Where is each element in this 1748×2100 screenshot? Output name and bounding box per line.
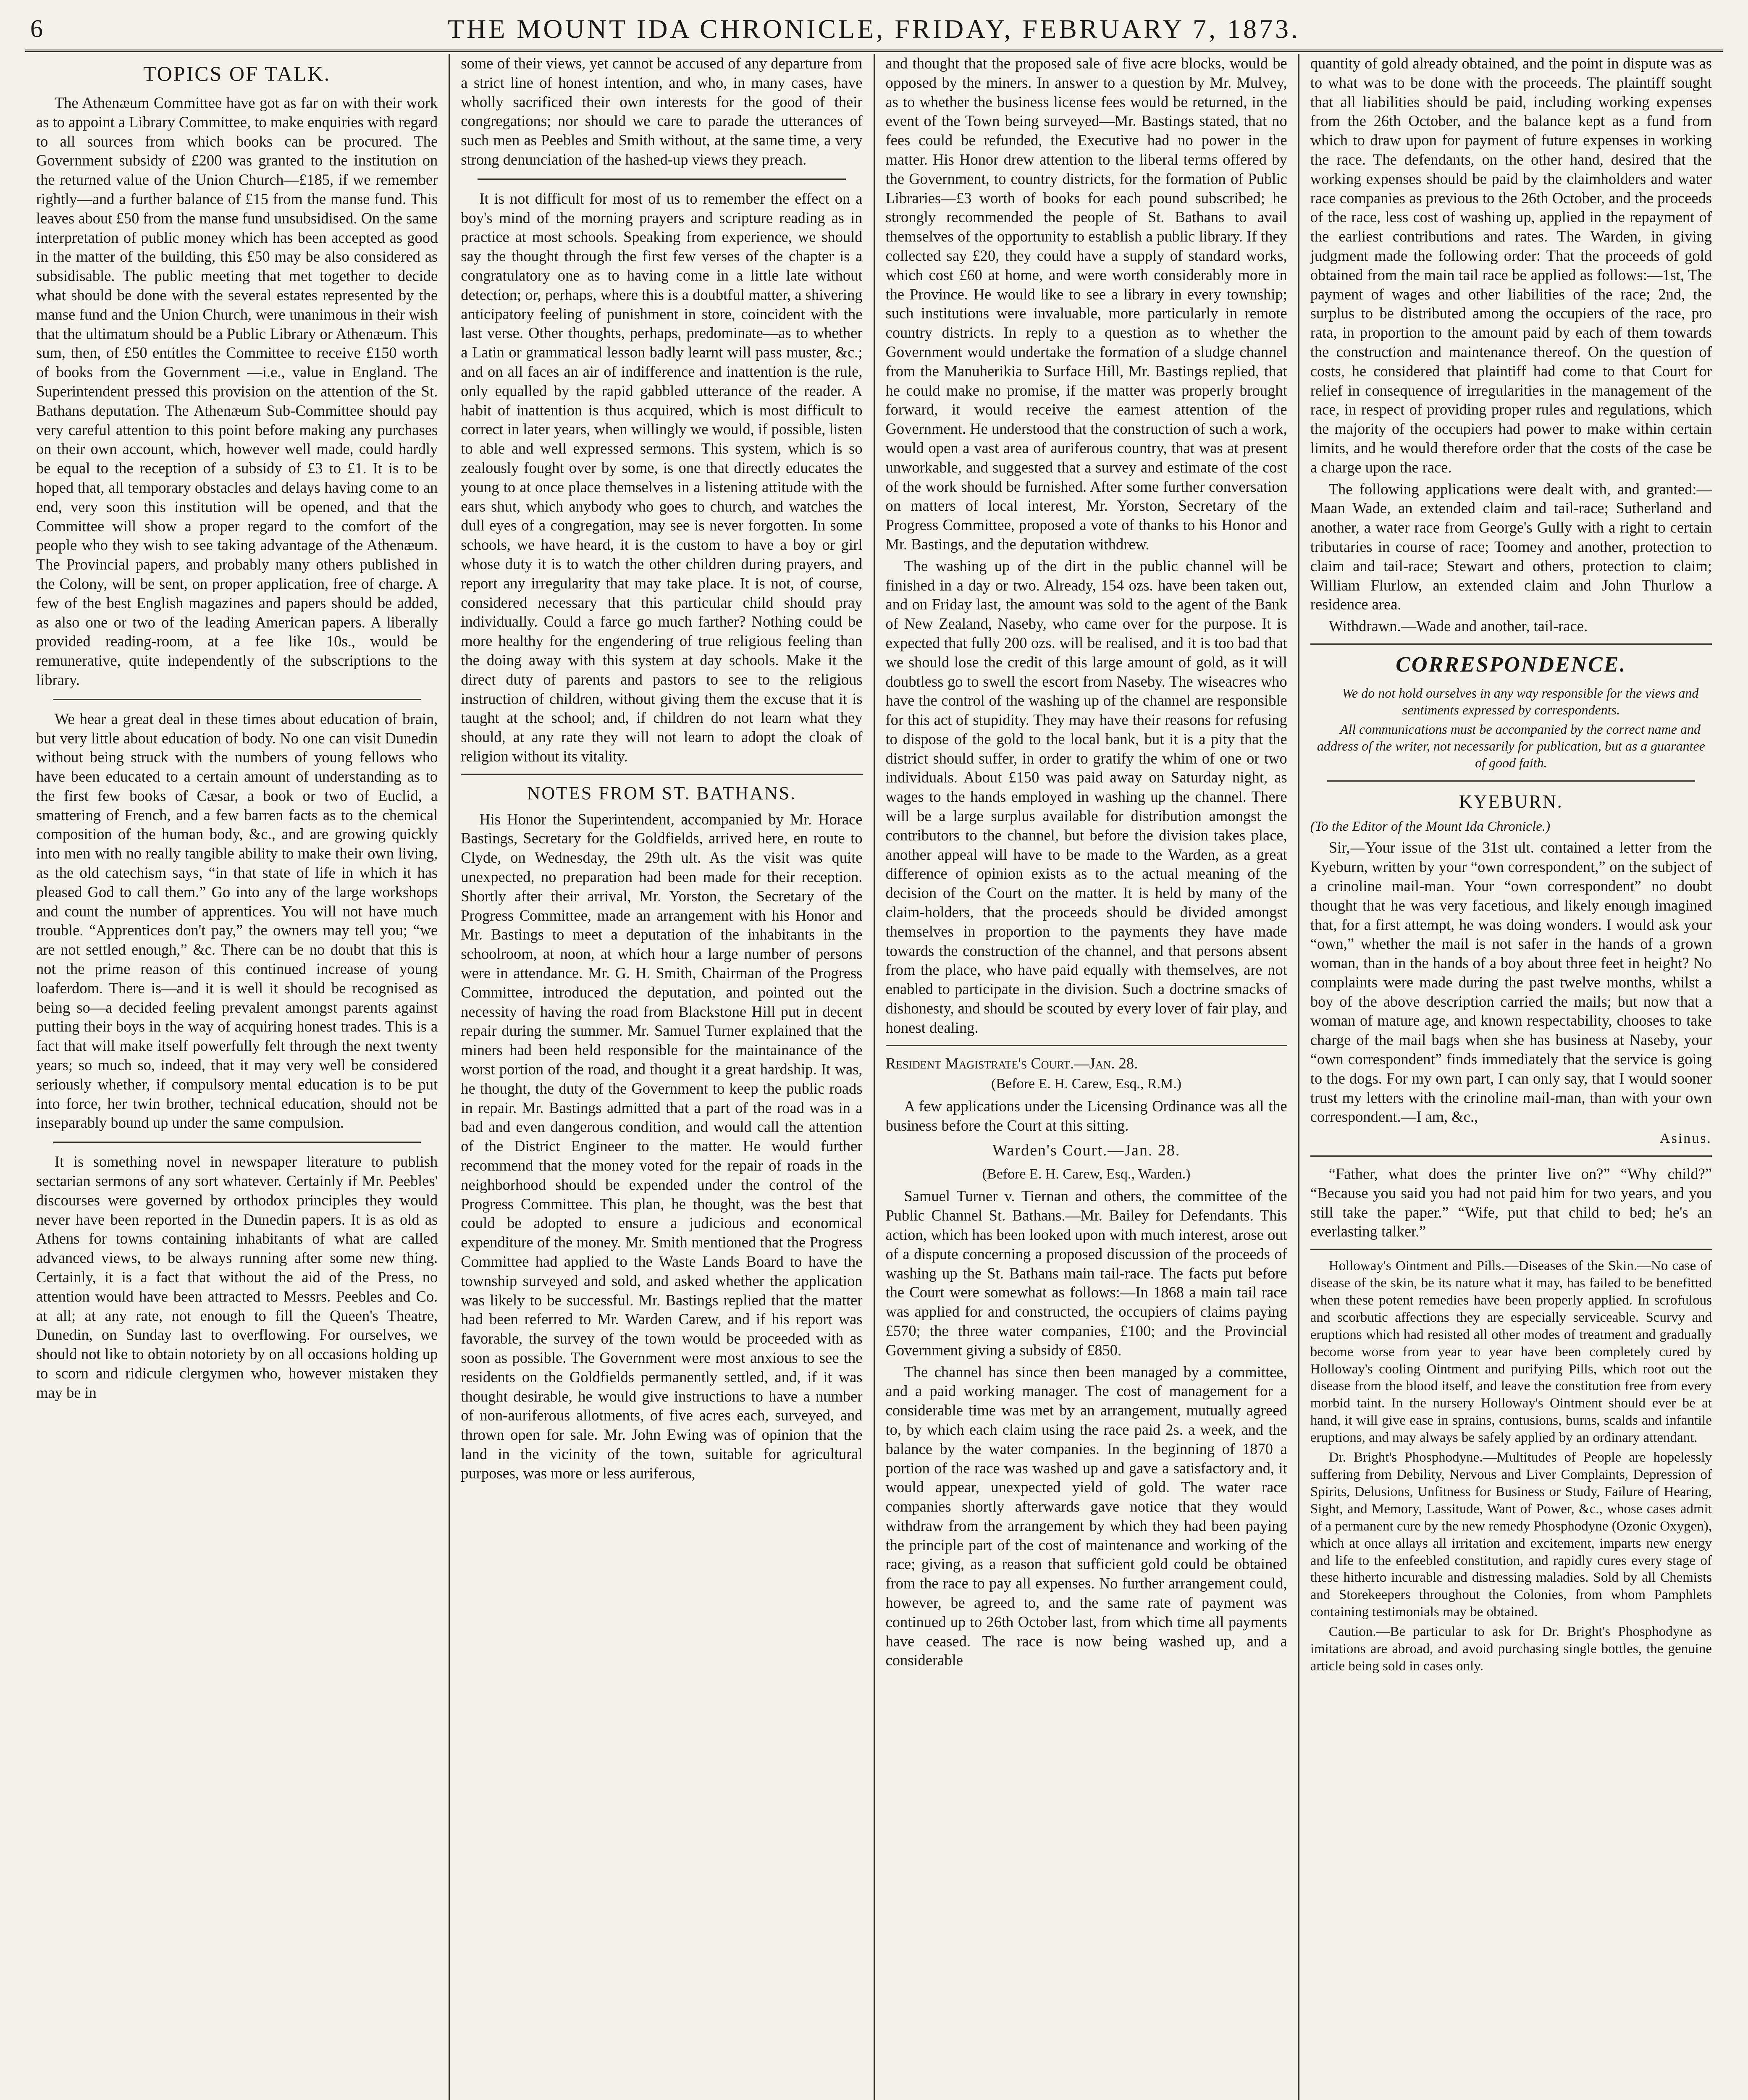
article-paragraph: Samuel Turner v. Tiernan and others, the committee of the Public Channel St. Bathans.—Mr. Bailey for Defendants. This action, which has been looked upon with much interest, arose out of a dispute concerning a proposed discussion of the proceeds of washing up the St. Bathans main tail-race. The facts put before the Court were somewhat as follows:—In 1868 a main tail race was applied for and constructed, the occupiers of claims paying £570; the three water companies, £100; and the Provincial Government giving a subsidy of £850. [885, 1187, 1287, 1359]
letter-salutation: (To the Editor of the Mount Ida Chronicle.) [1310, 819, 1551, 834]
wardens-court-heading: Warden's Court.—Jan. 28. [992, 1141, 1181, 1159]
article-paragraph: quantity of gold already obtained, and the point in dispute was as to what was to be done with the proceeds. The plaintiff sought that all liabilities should be paid, including working expenses from the 26th October, and the balance kept as a fund from which to draw upon for payment of future expenses in working the race. The defendants, on the other hand, desired that the working expenses should be paid by the claimholders and water race companies as previous to the 26th October, and the proceeds of the race, less cost of washing up, applied in the repayment of the earliest contributions and rates. The Warden, in giving judgment made the following order: That the proceeds of gold obtained from the main tail race be applied as follows:—1st, The payment of wages and other liabilities of the race; 2nd, the surplus to be distributed among the occupiers of the race, pro rata, in proportion to the amount paid by each of them towards the construction and maintenance thereof. On the question of costs, he considered that plaintiff had come to that Court for relief in consequence of irregularities in the management of the race, in respect of providing proper rules and regulations, which the majority of the occupiers had power to make within certain limits, and he would therefore order that the costs of the case be a charge upon the race. [1310, 55, 1712, 476]
column-2 [450, 54, 874, 2100]
article-paragraph: The washing up of the dirt in the public channel will be finished in a day or two. Already, 154 ozs. have been taken out, and on Friday last, the amount was sold to the agent of the Bank of New Zealand, Naseby, who came over for the purpose. It is expected that fully 200 ozs. will be realised, and it is too bad that we should lose the credit of this large amount of gold, as it will doubtless go to swell the escort from Naseby. The wiseacres who have the control of the washing up of the channel are responsible for this act of stupidity. They may have their reasons for refusing to dispose of the gold to the local bank, but it is a pity that the district should suffer, in order to gratify the whim of one or two individuals. About £150 was paid away on Saturday night, as wages to the hands employed in washing up the channel. There will be a large surplus available for distribution amongst the contributors to the channel, but before the division takes place, another appeal will have to be made to the Warden, as a great difference of opinion exists as to the actual meaning of the decision of the Court on the matter. It is held by many of the claim-holders, that the proceeds should be divided amongst themselves in proportion to the payments they have made towards the construction of the channel, and that persons absent from the place, who have paid equally with themselves, are not enabled to participate in the division. Such a doctrine smacks of dishonesty, and should be scouted by every lover of fair play, and honest dealing. [885, 557, 1287, 1036]
section-divider [1310, 643, 1712, 645]
advertisement: Holloway's Ointment and Pills.—Diseases of the Skin.—No case of disease of the skin, be its nature what it may, has failed to be benefitted when these potent remedies have been properly applied. In scrofulous and scorbutic affections they are especially serviceable. Scurvy and eruptions which had resisted all other modes of treatment and gradually become worse from year to year have been completely cured by Holloway's cooling Ointment and purifying Pills, which root out the disease from the blood itself, and leave the constitution free from every morbid taint. In the nursery Holloway's Ointment should ever be at hand, it will give ease in sprains, contusions, burns, scalds and infantile eruptions, and may always be safely applied by an ordinary attendant. [1310, 1258, 1712, 1446]
column-3 [875, 54, 1299, 2100]
letter-body: Sir,—Your issue of the 31st ult. contained a letter from the Kyeburn, written by your “own correspondent,” on the subject of a crinoline mail-man. Your “own correspondent” no doubt thought that he was very facetious, and likely enough imagined that, for a first attempt, he was doing wonders. I would ask your “own,” whether the mail is not safer in the hands of a grown woman, than in the hands of a boy about three feet in height? No complaints were made during the past twelve months, whilst a boy of the above description carried the mails; but now that a woman of mature age, and known respectability, chooses to take charge of the mail bags when she has business at Naseby, your “own correspondent” finds immediately that the service is going to the dogs. For my own part, I can only say, that I would sooner trust my letters with the crinoline mail-man, than with your own correspondent.—I am, &c., [1310, 839, 1712, 1126]
article-paragraph: The channel has since then been managed by a committee, and a paid working manager. The cost of management for a considerable time was met by an arrangement, mutually agreed to, by which each claim using the race paid 2s. a week, and the balance by the water companies. In the beginning of 1870 a portion of the race was washed up and gave a satisfactory and, it would appear, unexpected yield of gold. The water race companies shortly afterwards gave notice that they would withdraw from the arrangement by which they had been paying the principle part of the cost of maintenance and working of the race; giving, as a reason that sufficient gold could be obtained from the race to pay all expenses. No further arrangement could, however, be agreed to, and the same rate of payment was continued up to 26th October last, from which time all payments have ceased. The race is now being washed up, and a considerable [885, 1363, 1287, 1669]
section-divider [461, 774, 862, 775]
editorial-disclaimer: All communications must be accompanied by the correct name and address of the writer, not necessarily for publication, but as a guarantee of good faith. [1317, 721, 1705, 770]
section-divider [53, 699, 421, 700]
section-divider [478, 178, 845, 180]
court-subheading: (Before E. H. Carew, Esq., R.M.) [991, 1076, 1182, 1092]
article-paragraph: Withdrawn.—Wade and another, tail-race. [1328, 617, 1588, 635]
section-divider [1327, 780, 1695, 782]
section-divider [1310, 1155, 1712, 1157]
section-divider [886, 1045, 1287, 1046]
running-head: THE MOUNT IDA CHRONICLE, FRIDAY, FEBRUARY 7, 1873. [448, 14, 1300, 44]
correspondence-heading: CORRESPONDENCE. [1396, 652, 1627, 677]
advertisement: Caution.—Be particular to ask for Dr. Bright's Phosphodyne as imitations are abroad, and avoid purchasing single bottles, the genuine article being sold in cases only. [1310, 1624, 1712, 1674]
columns [25, 54, 1723, 2100]
page-number: 6 [30, 15, 43, 42]
section-divider [1310, 1249, 1712, 1250]
article-paragraph: We hear a great deal in these times about education of brain, but very little about education of body. No one can visit Dunedin without being struck with the numbers of young fellows who have been educated to a certain amount of understanding as to the first few books of Cæsar, a book or two of Euclid, a smattering of French, and a few barren facts as to the chemical composition of the human body, &c., and are growing quickly into men with no really tangible ability to make their own living, as the old catechism says, “in that state of life in which it has pleased God to call them.” Go into any of the large workshops and count the number of apprentices. You will not have much trouble. “Apprentices don't pay,” the owners may tell you; “we are not settled enough,” &c. There can be no doubt that this is not the prime reason of this continued increase of young loaferdom. There is—and it is well it should be recognised as being so—a decided feeling prevalent amongst parents against putting their boys in the way of acquiring honest trades. This is a fact that will make itself powerfully felt through the next twenty years; so much so, indeed, that it may very well be considered seriously whether, if compulsory mental education is to be put into force, her twin brother, technical education, should not be inseparably bound up under the same compulsion. [36, 710, 438, 1131]
letter-signature: Asinus. [1660, 1131, 1712, 1147]
resident-magistrate-court-heading: Resident Magistrate's Court.—Jan. 28. [885, 1054, 1138, 1072]
section-divider [53, 1142, 421, 1143]
article-paragraph: and thought that the proposed sale of five acre blocks, would be opposed by the miners. In answer to a question by Mr. Mulvey, as to whether the business license fees would be returned, in the event of the Town being surveyed—Mr. Bastings stated, that no fees could be refunded, the Executive had no power in the matter. His Honor drew attention to the liberal terms offered by the Government, to country districts, for the formation of Public Libraries—£3 worth of books for each pound subscribed; he strongly recommended the people of St. Bathans to avail themselves of the opportunity to establish a public library. If they collected say £20, they could have a supply of standard works, which cost £60 at home, and were worth considerably more in the Province. He would like to see a library in every township; such institutions were invaluable, more particularly in remote country districts. In reply to a question as to whether the Government would undertake the formation of a sludge channel from the Manuherikia to Surface Hill, Mr. Bastings replied, that he could make no promise, if the matter was properly brought forward, it would receive the earnest attention of the Government. He understood that the construction of such a work, would open a vast area of auriferous country, that was at present unworkable, and suggested that a survey and estimate of the cost of the work should be furnished. After some further conversation on matters of local interest, Mr. Yorston, Secretary of the Progress Committee, proposed a vote of thanks to his Honor and Mr. Bastings, and the deputation withdrew. [885, 55, 1287, 553]
article-paragraph: His Honor the Superintendent, accompanied by Mr. Horace Bastings, Secretary for the Goldfields, arrived here, en route to Clyde, on Wednesday, the 29th ult. As the visit was quite unexpected, no preparation had been made for their reception. Shortly after their arrival, Mr. Yorston, the Secretary of the Progress Committee, made an arrangement with his Honor and Mr. Bastings to meet a deputation of the inhabitants in the schoolroom, at noon, at which hour a large number of persons were in attendance. Mr. G. H. Smith, Chairman of the Progress Committee, introduced the deputation, and pointed out the necessity of having the road from Blackstone Hill put in decent repair during the summer. Mr. Samuel Turner explained that the miners had been held responsible for the maintainance of the worst portion of the road, and thought it a great hardship. It was, he thought, the duty of the Government to keep the public roads in repair. Mr. Bastings admitted that a part of the road was in a bad and even dangerous condition, and would call the attention of the District Engineer to the matter. He would further recommend that the money voted for the repair of roads in the neighborhood should be expended under the control of the Progress Committee. This plan, he thought, was the best that could be adopted to ensure a judicious and economical expenditure of the money. Mr. Smith mentioned that the Progress Committee had applied to the Waste Lands Board to have the township surveyed and sold, and asked whether the application was likely to be successful. Mr. Bastings replied that the matter had been referred to Mr. Warden Carew, and if his report was favorable, the survey of the town would be proceeded with as soon as possible. The Government were most anxious to see the residents on the Goldfields permanently settled, and, if it was thought desirable, he would give instructions to have a number of non-auriferous allotments, of five acres each, surveyed, and thrown open for sale. Mr. John Ewing was of opinion that the land in the vicinity of the town, suitable for agricultural purposes, was more or less auriferous, [461, 810, 863, 1482]
article-paragraph: The following applications were dealt with, and granted:—Maan Wade, an extended claim and tail-race; Sutherland and another, a water race from George's Gully with a right to certain tributaries in course of race; Toomey and another, protection to claim and tail-race; Stewart and others, protection to claim; William Flurlow, an extended claim and John Thurlow a residence area. [1310, 480, 1712, 613]
article-paragraph: The Athenæum Committee have got as far on with their work as to appoint a Library Committee, to make enquiries with regard to all sources from which books can be procured. The Government subsidy of £200 was granted to the institution on the returned value of the Union Church—£185, if we remember rightly—and a further balance of £15 from the manse fund. This leaves about £50 from the manse fund unsubsidised. On the same interpretation of public money which has been accepted as good in the matter of the building, this £50 may be also considered as subsidisable. The public meeting that met together to decide what should be done with the several estates represented by the manse fund and the Union Church, were unanimous in their wish that the ultimatum should be a Public Library or Athenæum. This sum, then, of £50 entitles the Committee to receive £150 worth of books from the Government —i.e., value in England. The Superintendent pressed this provision on the attention of the St. Bathans deputation. The Athenæum Sub-Committee should pay very careful attention to this point before making any purchases on their own account, which, however well made, could hardly be equal to the reception of a subsidy of £3 to £1. It is to be hoped that, all temporary obstacles and delays having come to an end, very soon this institution will be opened, and that the Committee will show a proper regard to the comfort of the people who they wish to see taking advantage of the Athenæum. The Provincial papers, and probably many others published in the Colony, will be sent, on proper application, free of charge. A few of the best English magazines and papers should be added, as also one or two of the leading American papers. A liberally provided reading-room, at a fee like 10s., would be remunerative, quite independently of the subscriptions to the library. [36, 94, 438, 688]
advertisement: Dr. Bright's Phosphodyne.—Multitudes of People are hopelessly suffering from Debility, Nervous and Liver Complaints, Depression of Spirits, Delusions, Unfitness for Business or Study, Failure of Hearing, Sight, and Memory, Lassitude, Want of Power, &c., whose cases admit of a permanent cure by the new remedy Phosphodyne (Ozonic Oxygen), which at once allays all irritation and excitement, imparts new energy and life to the enfeebled constitution, and rapidly cures every stage of these hitherto incurable and distressing maladies. Sold by all Chemists and Storekeepers throughout the Colonies, from whom Pamphlets containing testimonials may be obtained. [1310, 1450, 1712, 1620]
topics-of-talk-heading: TOPICS OF TALK. [143, 62, 331, 85]
article-paragraph: some of their views, yet cannot be accused of any departure from a strict line of honest intention, and who, in many cases, have wholly sacrificed their own interests for the good of their congregations; nor should we care to parade the utterances of such men as Peebles and Smith without, at the same time, a very strong denunciation of the hashed-up views they preach. [461, 55, 863, 168]
article-paragraph: It is something novel in newspaper literature to publish sectarian sermons of any sort whatever. Certainly if Mr. Peebles' discourses were governed by orthodox principles they would never have been reported in the Dunedin papers. It is as old as Athens for towns containing inhabitants of what are called advanced views, to be always running after some new thing. Certainly, it is a fact that without the aid of the Press, no attention would have been attracted to Messrs. Peebles and Co. at all; at any rate, not enough to fill the Queen's Theatre, Dunedin, on Sunday last to overflowing. For ourselves, we should not like to obtain notoriety by on all occasions holding up to scorn and ridicule clergymen who, however mistaken they may be in [36, 1153, 438, 1401]
kyeburn-heading: KYEBURN. [1459, 791, 1563, 812]
masthead [25, 12, 1723, 52]
article-paragraph: A few applications under the Licensing Ordinance was all the business before the Court at this sitting. [885, 1097, 1287, 1134]
editorial-disclaimer: We do not hold ourselves in any way responsible for the views and sentiments expressed by correspondents. [1342, 685, 1699, 717]
column-1 [25, 54, 450, 2100]
article-paragraph: It is not difficult for most of us to remember the effect on a boy's mind of the morning prayers and scripture reading as in practice at most schools. Speaking from experience, we should say the thought through the first few verses of the chapter is a congratulatory one as to having come in a little late without detection; or, perhaps, where this is a doubtful matter, a shivering anticipatory feeling of punishment in store, coincident with the last verse. Other thoughts, perhaps, predominate—as to whether a Latin or grammatical lesson badly learnt will pass muster, &c.; and on all faces an air of indifference and inattention is the rule, only equalled by the rapid gabbled utterance of the reader. A habit of inattention is thus acquired, which is most difficult to correct in later years, when willingly we would, if possible, listen to able and well expressed sermons. This system, which is so zealously fought over by some, is one that directly educates the young to at once place themselves in a listening attitude with the ears shut, which anybody who goes to church, and watches the dull eyes of a congregation, may see is never forgotten. In some schools, we have heard, it is the custom to have a boy or girl whose duty it is to watch the other children during prayers, and report any irregularity that may take place. It is not, of course, considered necessary that this particular child should pray individually. Could a farce go much farther? Nothing could be more healthy for the engendering of true religious feeling than the doing away with this system at day schools. Make it the direct duty of parents and pastors to see to the religious instruction of children, without giving them the excuse that it is taught at the school; and, if children do not learn what they should, at any rate they will not learn to adopt the cloak of religion without its vitality. [461, 189, 863, 765]
notes-from-st-bathans-heading: NOTES FROM ST. BATHANS. [527, 782, 797, 803]
court-subheading: (Before E. H. Carew, Esq., Warden.) [982, 1166, 1191, 1182]
joke-paragraph: “Father, what does the printer live on?” “Why child?” “Because you said you had not paid him for two years, and you still take the paper.” “Wife, put that child to bed; he's an everlasting talker.” [1310, 1165, 1712, 1240]
column-4 [1299, 54, 1723, 2100]
